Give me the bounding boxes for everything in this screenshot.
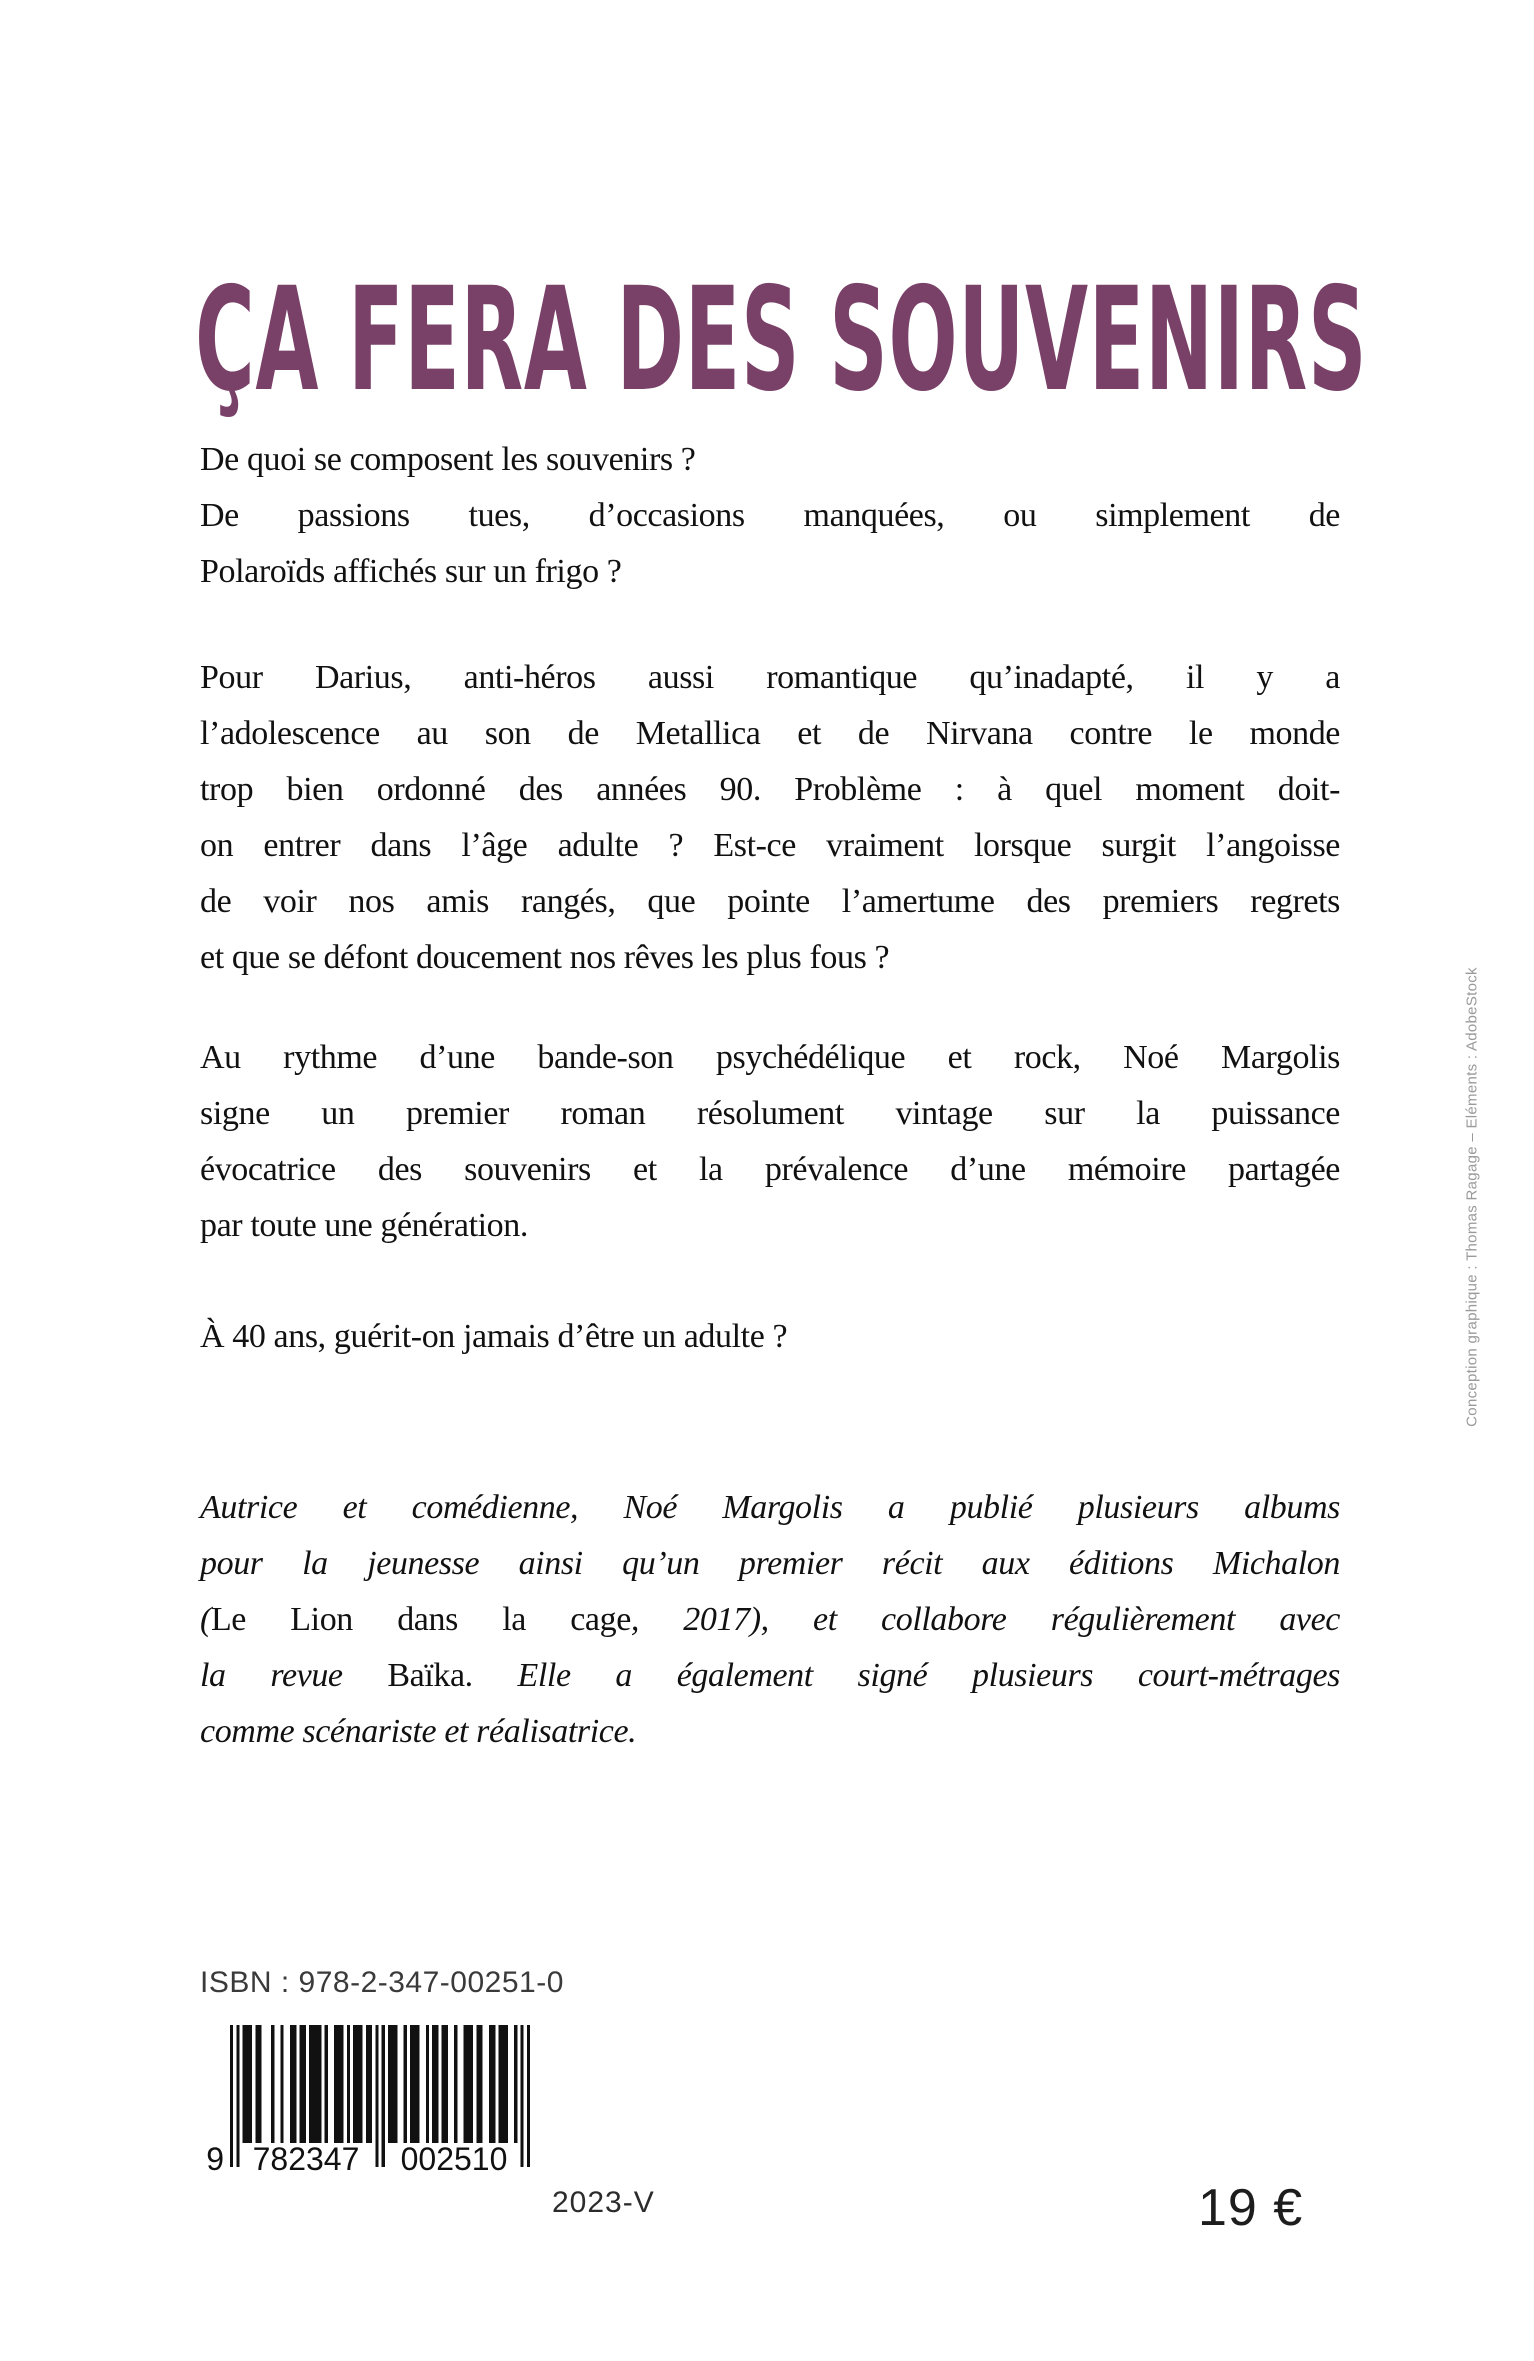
text-line: (Le Lion dans la cage, 2017), et collabore régulièrement avec [200, 1601, 1340, 1638]
text-line: signe un premier roman résolument vintage sur la puissance [200, 1095, 1340, 1132]
text-line: pour la jeunesse ainsi qu’un premier récit aux éditions Michalon [200, 1545, 1340, 1582]
synopsis-paragraph-1 [200, 432, 1340, 488]
text-line: de voir nos amis rangés, que pointe l’amertume des premiers regrets [200, 883, 1340, 920]
text-line: l’adolescence au son de Metallica et de Nirvana contre le monde [200, 715, 1340, 752]
text-line: par toute une génération. [200, 1207, 528, 1244]
text-line: Autrice et comédienne, Noé Margolis a publié plusieurs albums [200, 1489, 1340, 1526]
text-line: trop bien ordonné des années 90. Problème : à quel moment doit- [200, 771, 1340, 808]
text-line: comme scénariste et réalisatrice. [200, 1713, 637, 1750]
synopsis-paragraph-4 [200, 1030, 1340, 1254]
synopsis-paragraph-2 [200, 488, 1340, 600]
barcode-digits-group2: 002510 [400, 2141, 508, 2177]
page-title: ÇA FERA DES SOUVENIRS [195, 255, 1368, 423]
synopsis [200, 432, 1340, 1760]
text-line: De passions tues, d’occasions manquées, ou simplement de [200, 497, 1340, 534]
author-bio [200, 1480, 1340, 1760]
text-line: on entrer dans l’âge adulte ? Est-ce vraiment lorsque surgit l’angoisse [200, 827, 1340, 864]
text-line: À 40 ans, guérit-on jamais d’être un adulte ? [200, 1318, 788, 1355]
text-line: Pour Darius, anti-héros aussi romantique qu’inadapté, il y a [200, 659, 1340, 696]
text-line: Au rythme d’une bande-son psychédélique et rock, Noé Margolis [200, 1039, 1340, 1076]
text-line: Polaroïds affichés sur un frigo ? [200, 553, 622, 590]
edition-code: 2023-V [552, 2186, 655, 2219]
text-line: De quoi se composent les souvenirs ? [200, 441, 696, 478]
text-line: évocatrice des souvenirs et la prévalence d’une mémoire partagée [200, 1151, 1340, 1188]
text-line: et que se défont doucement nos rêves les plus fous ? [200, 939, 890, 976]
synopsis-paragraph-3 [200, 650, 1340, 986]
design-credit: Conception graphique : Thomas Ragage – Eléments : AdobeStock [1463, 967, 1481, 1427]
synopsis-tagline [200, 1309, 1340, 1365]
text-line: la revue Baïka. Elle a également signé plusieurs court-métrages [200, 1657, 1341, 1694]
barcode-digit-left: 9 [206, 2141, 224, 2177]
barcode-digits-group1: 782347 [252, 2141, 360, 2177]
isbn-label: ISBN : 978-2-347-00251-0 [200, 1966, 564, 1999]
barcode [206, 2025, 530, 2185]
price-label: 19 € [1198, 2179, 1304, 2237]
